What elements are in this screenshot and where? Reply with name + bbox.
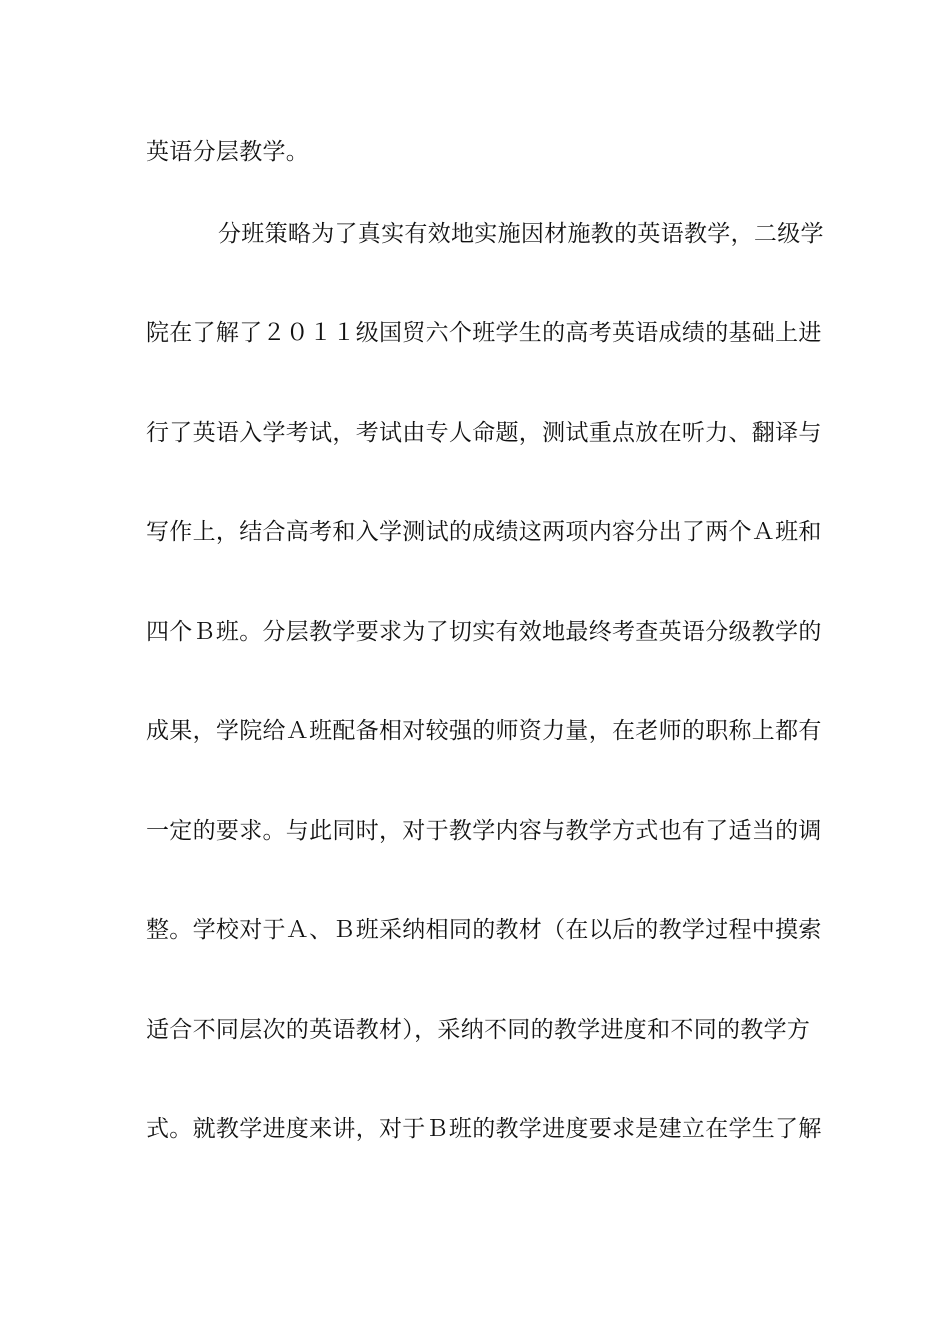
text-line: 适合不同层次的英语教材），采纳不同的教学进度和不同的教学方 — [146, 1017, 811, 1043]
paragraph-first-line: 分班策略为了真实有效地实施因材施教的英语教学，二级学 — [218, 221, 824, 247]
text-line: 院在了解了２０１１级国贸六个班学生的高考英语成绩的基础上进 — [146, 320, 822, 346]
text-line: 整。学校对于Ａ、Ｂ班采纳相同的教材（在以后的教学过程中摸索 — [146, 917, 822, 943]
text-line: 英语分层教学。 — [146, 139, 310, 165]
text-line: 成果，学院给Ａ班配备相对较强的师资力量，在老师的职称上都有 — [146, 718, 822, 744]
text-line: 写作上，结合高考和入学测试的成绩这两项内容分出了两个Ａ班和 — [146, 519, 822, 545]
text-line: 行了英语入学考试，考试由专人命题，测试重点放在听力、翻译与 — [146, 420, 822, 446]
text-line: 式。就教学进度来讲，对于Ｂ班的教学进度要求是建立在学生了解 — [146, 1116, 822, 1142]
text-line: 四个Ｂ班。分层教学要求为了切实有效地最终考查英语分级教学的 — [146, 619, 822, 645]
text-line: 一定的要求。与此同时，对于教学内容与教学方式也有了适当的调 — [146, 818, 822, 844]
